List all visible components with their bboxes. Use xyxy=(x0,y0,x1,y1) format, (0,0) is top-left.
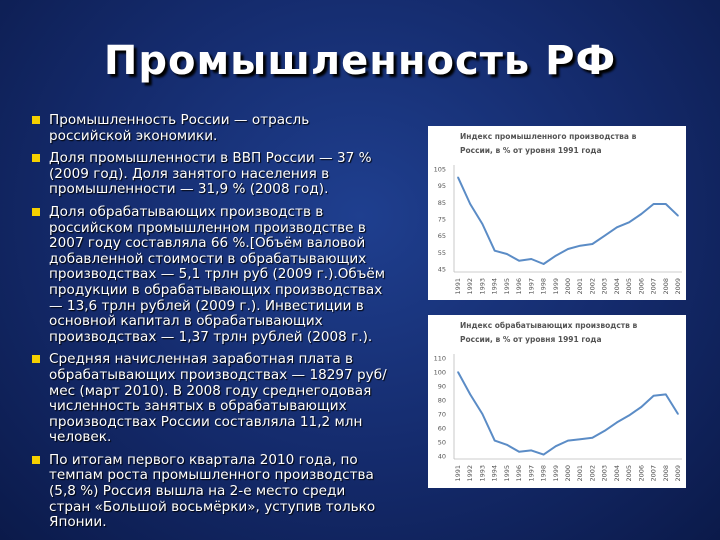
y-tick-label: 90 xyxy=(437,382,446,391)
x-tick-label: 2002 xyxy=(588,465,597,482)
data-point xyxy=(567,440,569,442)
bullet-text: Доля промышленности в ВВП России — 37 % (2009 год). Доля занятого населения в промышленности — 31,9 % (2008 год). xyxy=(49,150,372,198)
x-tick-label: 2001 xyxy=(576,278,585,295)
chart-title-line: Индекс обрабатывающих производств в xyxy=(460,321,638,330)
y-tick-label: 40 xyxy=(437,452,446,461)
data-point xyxy=(506,444,508,446)
data-point xyxy=(592,437,594,439)
bullet-square-icon xyxy=(32,456,40,464)
data-point xyxy=(457,177,459,179)
bullet-text: Средняя начисленная заработная плата в обрабатывающих производствах — 18297 руб/мес (март 2010). В 2008 году среднегодовая численность занятых в обрабатывающих производствах России составляла 11,2 млн человек. xyxy=(49,351,387,446)
y-tick-label: 65 xyxy=(437,232,446,241)
chart-title-line: России, в % от уровня 1991 года xyxy=(460,146,602,155)
y-tick-label: 45 xyxy=(437,265,446,274)
x-tick-label: 2006 xyxy=(637,465,646,482)
x-tick-label: 2003 xyxy=(600,278,609,295)
industrial-production-chart xyxy=(428,126,686,300)
x-tick-label: 2008 xyxy=(661,278,670,295)
bullet-square-icon xyxy=(32,355,40,363)
series-line xyxy=(458,372,678,455)
data-point xyxy=(665,203,667,205)
y-tick-label: 70 xyxy=(437,410,446,419)
x-tick-label: 2009 xyxy=(674,278,682,295)
data-point xyxy=(579,438,581,440)
x-tick-label: 1999 xyxy=(551,278,560,295)
manufacturing-index-chart-svg xyxy=(428,315,686,488)
data-point xyxy=(518,260,520,262)
x-tick-label: 2007 xyxy=(649,465,658,482)
data-point xyxy=(628,415,630,417)
industrial-production-chart-svg xyxy=(428,126,686,300)
y-tick-label: 55 xyxy=(437,248,446,257)
bullet-square-icon xyxy=(32,208,40,216)
data-point xyxy=(641,213,643,215)
y-tick-label: 80 xyxy=(437,396,446,405)
x-tick-label: 1998 xyxy=(539,465,548,482)
bullet-item xyxy=(32,453,387,531)
data-point xyxy=(604,430,606,432)
data-point xyxy=(555,255,557,257)
data-point xyxy=(469,394,471,396)
chart-title-line: Индекс промышленного производства в xyxy=(460,132,637,141)
data-point xyxy=(567,248,569,250)
data-point xyxy=(677,215,679,217)
data-point xyxy=(457,371,459,373)
x-tick-label: 2002 xyxy=(588,278,597,295)
x-tick-label: 1993 xyxy=(478,465,487,482)
data-point xyxy=(482,223,484,225)
y-tick-label: 85 xyxy=(437,198,446,207)
data-point xyxy=(531,258,533,260)
data-point xyxy=(494,440,496,442)
y-tick-label: 110 xyxy=(433,354,446,363)
data-point xyxy=(531,450,533,452)
bullet-square-icon xyxy=(32,116,40,124)
y-tick-label: 100 xyxy=(433,368,446,377)
bullet-square-icon xyxy=(32,154,40,162)
data-point xyxy=(665,394,667,396)
data-point xyxy=(579,245,581,247)
x-tick-label: 1992 xyxy=(466,278,475,295)
data-point xyxy=(616,227,618,229)
x-tick-label: 2005 xyxy=(625,278,634,295)
x-tick-label: 1991 xyxy=(454,465,462,482)
x-tick-label: 2008 xyxy=(661,465,670,482)
x-tick-label: 1991 xyxy=(454,278,462,295)
x-tick-label: 2000 xyxy=(564,278,572,295)
x-tick-label: 1995 xyxy=(502,465,511,482)
y-tick-label: 105 xyxy=(433,165,446,174)
y-tick-label: 95 xyxy=(437,182,446,191)
bullet-item xyxy=(32,205,387,345)
data-point xyxy=(653,203,655,205)
x-tick-label: 1999 xyxy=(551,465,560,482)
chart-title-line: России, в % от уровня 1991 года xyxy=(460,335,602,344)
data-point xyxy=(543,454,545,456)
x-tick-label: 1998 xyxy=(539,278,548,295)
data-point xyxy=(592,243,594,245)
bullet-item xyxy=(32,151,387,198)
data-point xyxy=(506,253,508,255)
data-point xyxy=(494,250,496,252)
x-tick-label: 1997 xyxy=(527,278,536,295)
data-point xyxy=(616,422,618,424)
x-tick-label: 1992 xyxy=(466,465,475,482)
data-point xyxy=(641,406,643,408)
data-point xyxy=(518,451,520,453)
data-point xyxy=(628,222,630,224)
x-tick-label: 1997 xyxy=(527,465,536,482)
series-line xyxy=(458,177,678,264)
x-tick-label: 2006 xyxy=(637,278,646,295)
x-tick-label: 1996 xyxy=(515,278,524,295)
y-tick-label: 75 xyxy=(437,215,446,224)
data-point xyxy=(482,413,484,415)
y-tick-label: 60 xyxy=(437,424,446,433)
data-point xyxy=(653,395,655,397)
data-point xyxy=(469,203,471,205)
bullet-item xyxy=(32,113,387,144)
bullet-list xyxy=(32,113,387,538)
x-tick-label: 2005 xyxy=(625,465,634,482)
x-tick-label: 2000 xyxy=(564,465,572,482)
bullet-text: Промышленность России — отрасль российской экономики. xyxy=(49,112,310,144)
x-tick-label: 1993 xyxy=(478,278,487,295)
data-point xyxy=(543,263,545,265)
data-point xyxy=(555,445,557,447)
x-tick-label: 1994 xyxy=(490,465,499,482)
x-tick-label: 2001 xyxy=(576,465,585,482)
x-tick-label: 2007 xyxy=(649,278,658,295)
slide-title: Промышленность РФ xyxy=(103,38,617,84)
y-tick-label: 50 xyxy=(437,438,446,447)
data-point xyxy=(677,413,679,415)
x-tick-label: 1995 xyxy=(502,278,511,295)
x-tick-label: 2004 xyxy=(612,465,621,482)
bullet-text: Доля обрабатывающих производств в российском промышленном производстве в 2007 году составляла 66 %.[Объём валовой добавленной стоимости в обрабатывающих производствах — 5,1 трлн руб (2009 г.).Объём продукции в обрабатывающих производствах — 13,6 трлн рублей (2009 г.). Инвестиции в основной капитал в обрабатывающих производствах — 1,37 трлн рублей (2008 г.). xyxy=(49,203,386,345)
bullet-item xyxy=(32,352,387,446)
bullet-text: По итогам первого квартала 2010 года, по темпам роста промышленного производства (5,8 %) Россия вышла на 2-е место среди стран «Большой восьмёрки», уступив только Японии. xyxy=(49,451,376,531)
manufacturing-index-chart xyxy=(428,315,686,488)
x-tick-label: 2003 xyxy=(600,465,609,482)
x-tick-label: 2004 xyxy=(612,278,621,295)
x-tick-label: 1996 xyxy=(515,465,524,482)
x-tick-label: 1994 xyxy=(490,278,499,295)
x-tick-label: 2009 xyxy=(674,465,682,482)
data-point xyxy=(604,235,606,237)
